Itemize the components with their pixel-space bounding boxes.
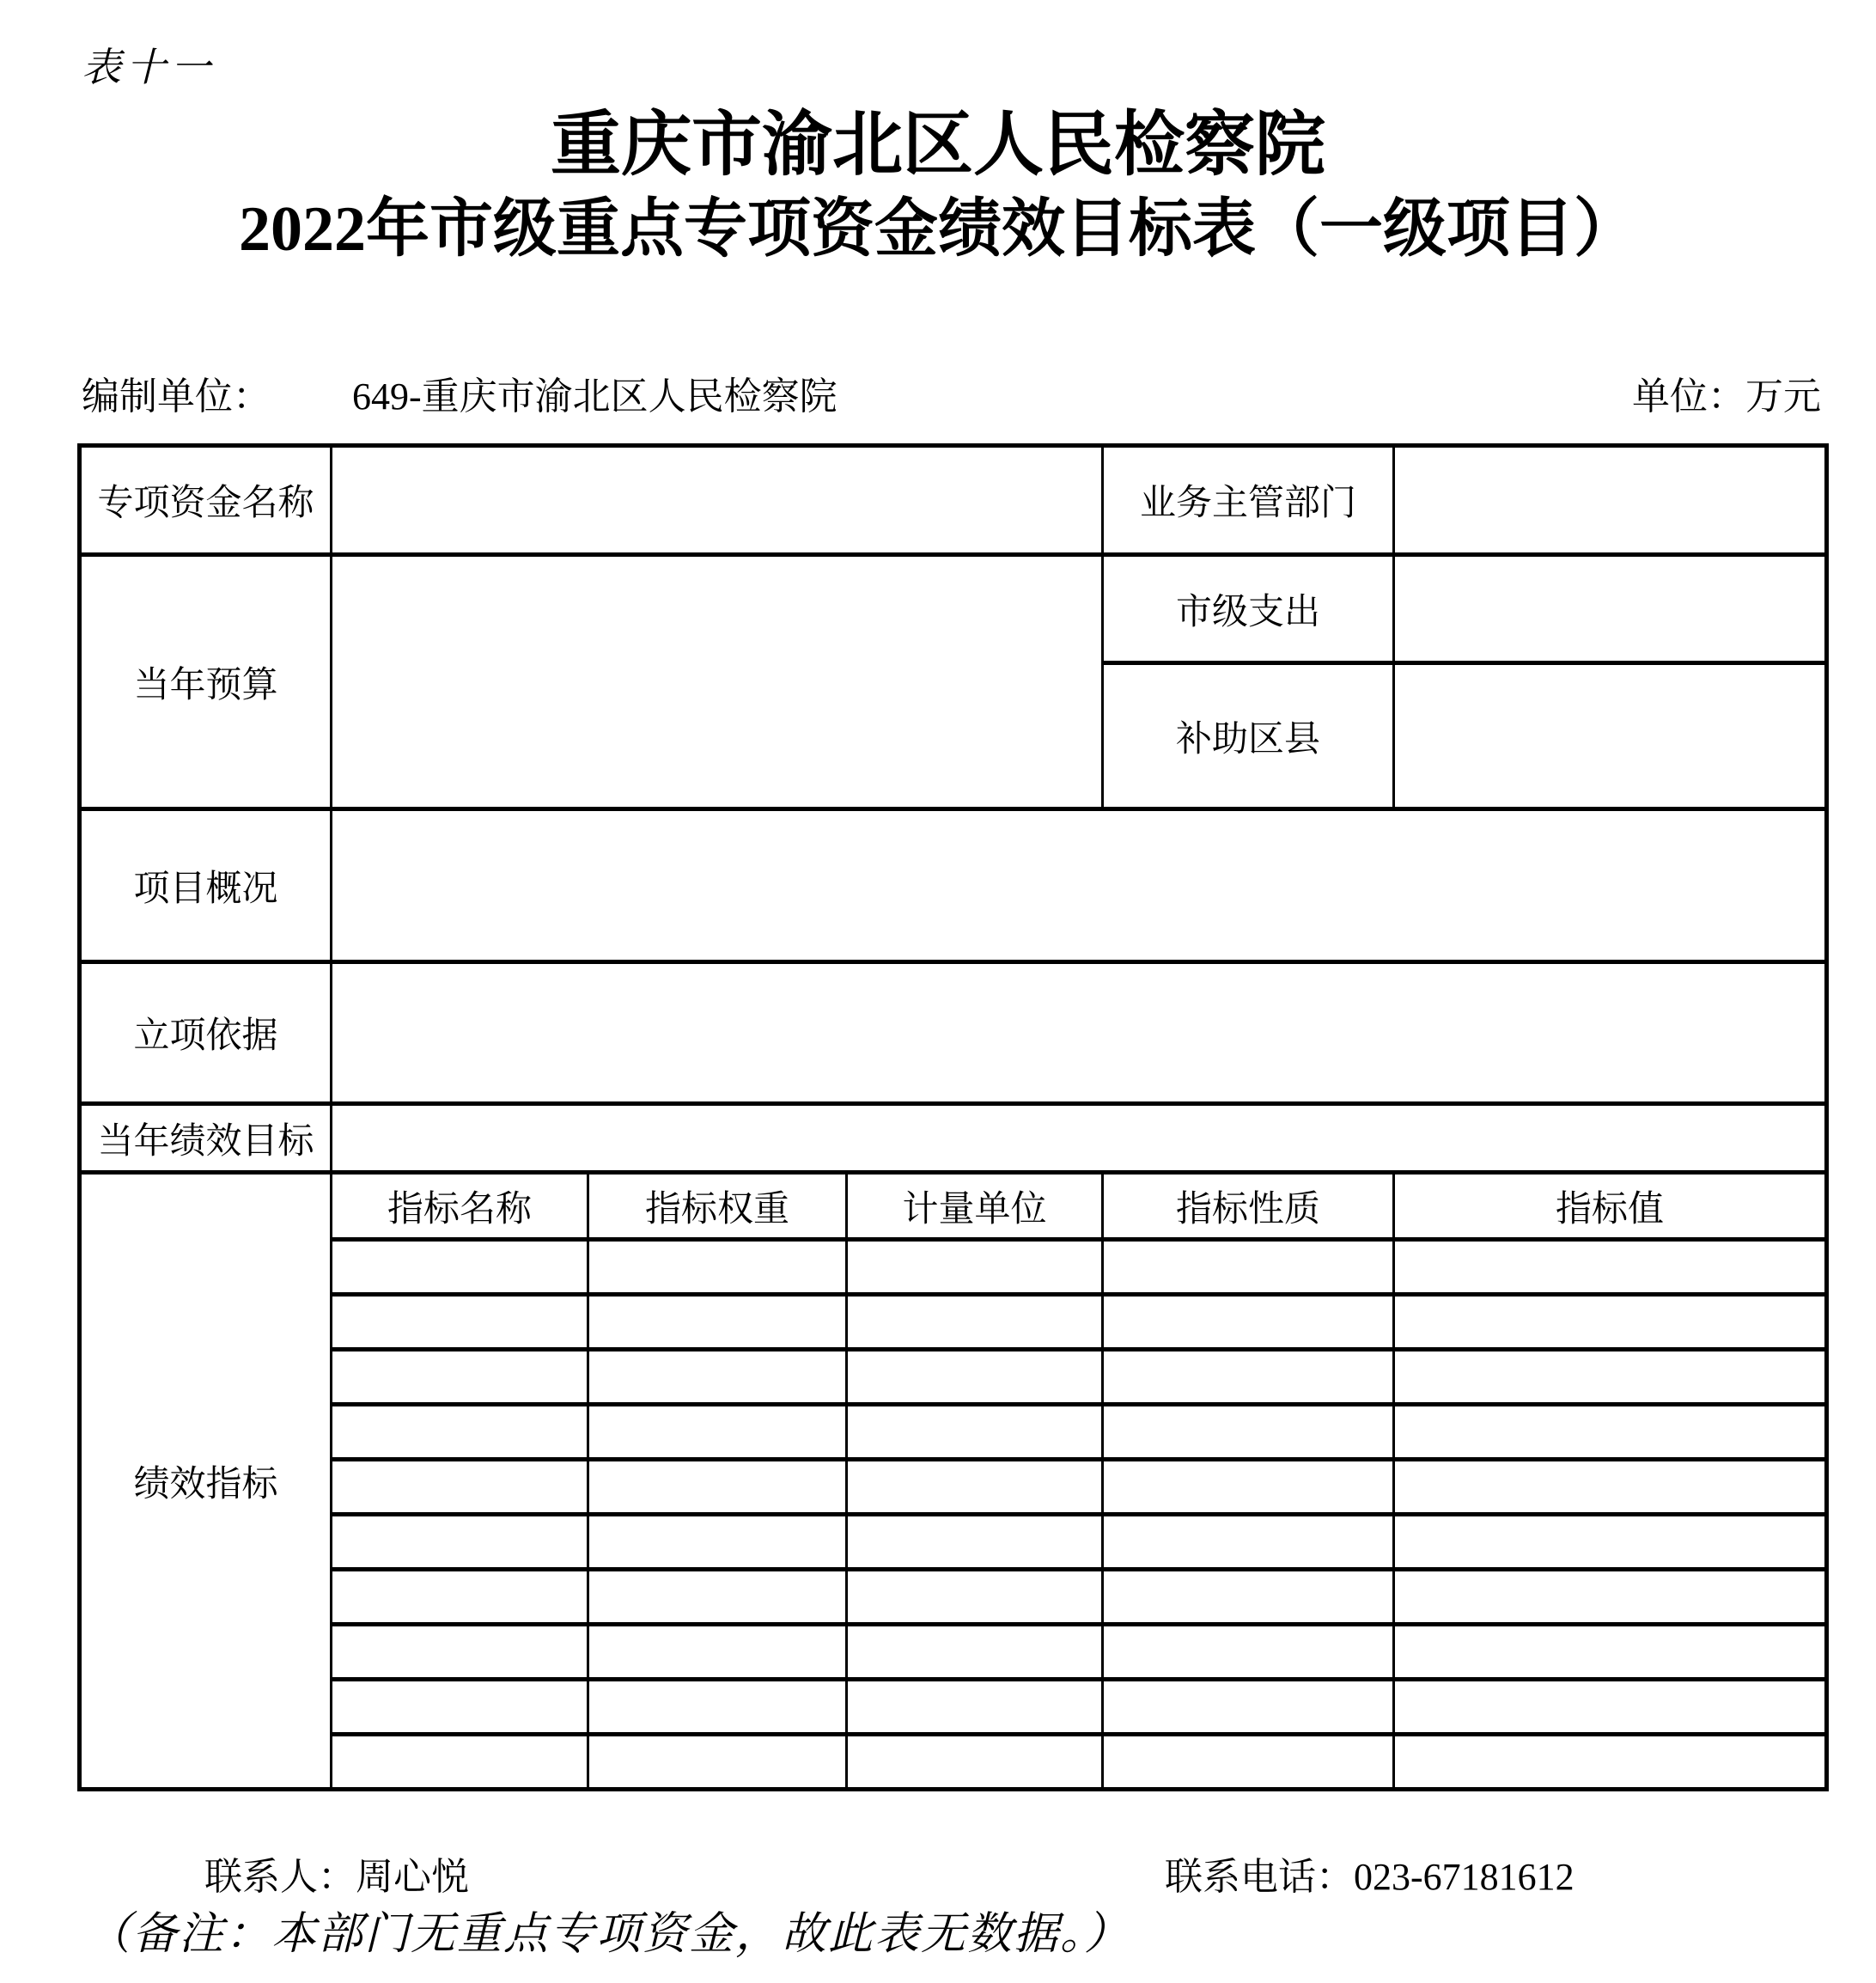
project-overview-label: 项目概况	[80, 809, 332, 962]
annual-performance-target-label: 当年绩效目标	[80, 1104, 332, 1173]
indicator-empty-cell	[1103, 1295, 1394, 1350]
indicator-empty-cell	[588, 1680, 847, 1735]
current-year-budget-value	[332, 555, 1103, 809]
indicator-empty-cell	[588, 1570, 847, 1625]
indicator-empty-cell	[1394, 1625, 1827, 1680]
indicator-empty-row	[80, 1680, 1827, 1735]
table-row	[80, 555, 1827, 663]
indicator-empty-cell	[332, 1405, 588, 1460]
indicator-empty-cell	[332, 1350, 588, 1405]
indicator-empty-cell	[588, 1240, 847, 1295]
indicator-empty-cell	[1103, 1405, 1394, 1460]
indicator-empty-cell	[1394, 1515, 1827, 1570]
indicator-empty-cell	[1394, 1735, 1827, 1790]
competent-department-label: 业务主管部门	[1103, 446, 1394, 555]
annual-performance-target-value	[332, 1104, 1827, 1173]
document-title-main: 2022年市级重点专项资金绩效目标表（一级项目）	[239, 193, 1637, 265]
indicator-empty-cell	[847, 1515, 1103, 1570]
indicator-empty-row	[80, 1735, 1827, 1790]
table-row	[80, 962, 1827, 1104]
indicator-empty-cell	[1103, 1625, 1394, 1680]
contact-person: 联系人：周心悦	[204, 1856, 469, 1898]
indicator-empty-row	[80, 1405, 1827, 1460]
indicator-empty-cell	[847, 1350, 1103, 1405]
indicator-empty-cell	[1394, 1295, 1827, 1350]
indicator-value-header: 指标值	[1394, 1173, 1827, 1240]
unit-label: 单位：万元	[1632, 375, 1821, 418]
indicator-empty-cell	[1394, 1405, 1827, 1460]
table-row	[80, 809, 1827, 962]
municipal-expenditure-value	[1394, 555, 1827, 663]
indicator-empty-cell	[1103, 1460, 1394, 1515]
indicator-header-row	[80, 1173, 1827, 1240]
indicator-empty-cell	[588, 1405, 847, 1460]
indicator-empty-cell	[1103, 1570, 1394, 1625]
project-overview-value	[332, 809, 1827, 962]
special-fund-name-value	[332, 446, 1103, 555]
indicator-empty-row	[80, 1350, 1827, 1405]
indicator-empty-cell	[847, 1405, 1103, 1460]
competent-department-value	[1394, 446, 1827, 555]
indicator-empty-cell	[1394, 1570, 1827, 1625]
indicator-nature-header: 指标性质	[1103, 1173, 1394, 1240]
indicator-name-header: 指标名称	[332, 1173, 588, 1240]
indicator-empty-row	[80, 1570, 1827, 1625]
indicator-empty-row	[80, 1515, 1827, 1570]
municipal-expenditure-label: 市级支出	[1103, 555, 1394, 663]
contact-line	[0, 1846, 1876, 1898]
performance-target-table	[77, 443, 1829, 1791]
indicator-empty-cell	[1103, 1735, 1394, 1790]
subsidy-to-districts-value	[1394, 663, 1827, 809]
indicator-empty-row	[80, 1240, 1827, 1295]
subsidy-to-districts-label: 补助区县	[1103, 663, 1394, 809]
indicator-empty-cell	[332, 1240, 588, 1295]
indicator-empty-cell	[1394, 1460, 1827, 1515]
indicator-empty-cell	[332, 1515, 588, 1570]
indicator-weight-header: 指标权重	[588, 1173, 847, 1240]
table-row	[80, 1104, 1827, 1173]
title-block	[0, 101, 1876, 269]
indicator-empty-cell	[332, 1625, 588, 1680]
indicator-empty-cell	[1103, 1350, 1394, 1405]
measurement-unit-header: 计量单位	[847, 1173, 1103, 1240]
prepared-by-value: 649-重庆市渝北区人民检察院	[352, 375, 838, 418]
indicator-empty-cell	[1394, 1350, 1827, 1405]
indicator-empty-cell	[332, 1735, 588, 1790]
prepared-by-line	[0, 365, 1876, 418]
project-basis-label: 立项依据	[80, 962, 332, 1104]
indicator-empty-row	[80, 1625, 1827, 1680]
indicator-empty-cell	[588, 1460, 847, 1515]
indicator-empty-row	[80, 1295, 1827, 1350]
project-basis-value	[332, 962, 1827, 1104]
indicator-empty-cell	[588, 1295, 847, 1350]
indicator-empty-cell	[847, 1240, 1103, 1295]
indicator-empty-cell	[847, 1735, 1103, 1790]
table-row	[80, 446, 1827, 555]
indicator-empty-cell	[1103, 1515, 1394, 1570]
indicator-empty-cell	[588, 1350, 847, 1405]
indicator-empty-cell	[847, 1295, 1103, 1350]
document-title-organization: 重庆市渝北区人民检察院	[550, 106, 1325, 184]
indicator-empty-cell	[1394, 1240, 1827, 1295]
indicator-empty-row	[80, 1460, 1827, 1515]
contact-phone: 联系电话：023-67181612	[1165, 1856, 1574, 1898]
indicator-empty-cell	[847, 1460, 1103, 1515]
indicator-empty-cell	[332, 1295, 588, 1350]
indicator-empty-cell	[588, 1515, 847, 1570]
performance-indicators-label: 绩效指标	[80, 1173, 332, 1790]
remark-note: （备注：本部门无重点专项资金，故此表无数据。）	[86, 1910, 1131, 1959]
indicator-empty-cell	[332, 1680, 588, 1735]
indicator-empty-cell	[1103, 1680, 1394, 1735]
indicator-empty-cell	[588, 1735, 847, 1790]
indicator-empty-cell	[847, 1625, 1103, 1680]
indicator-empty-cell	[332, 1460, 588, 1515]
prepared-by-label: 编制单位：	[82, 375, 271, 418]
indicator-empty-cell	[847, 1680, 1103, 1735]
indicator-empty-cell	[1103, 1240, 1394, 1295]
form-number-label: 表十一	[82, 46, 216, 89]
special-fund-name-label: 专项资金名称	[80, 446, 332, 555]
current-year-budget-label: 当年预算	[80, 555, 332, 809]
indicator-empty-cell	[847, 1570, 1103, 1625]
indicator-empty-cell	[588, 1625, 847, 1680]
indicator-empty-cell	[332, 1570, 588, 1625]
indicator-empty-cell	[1394, 1680, 1827, 1735]
